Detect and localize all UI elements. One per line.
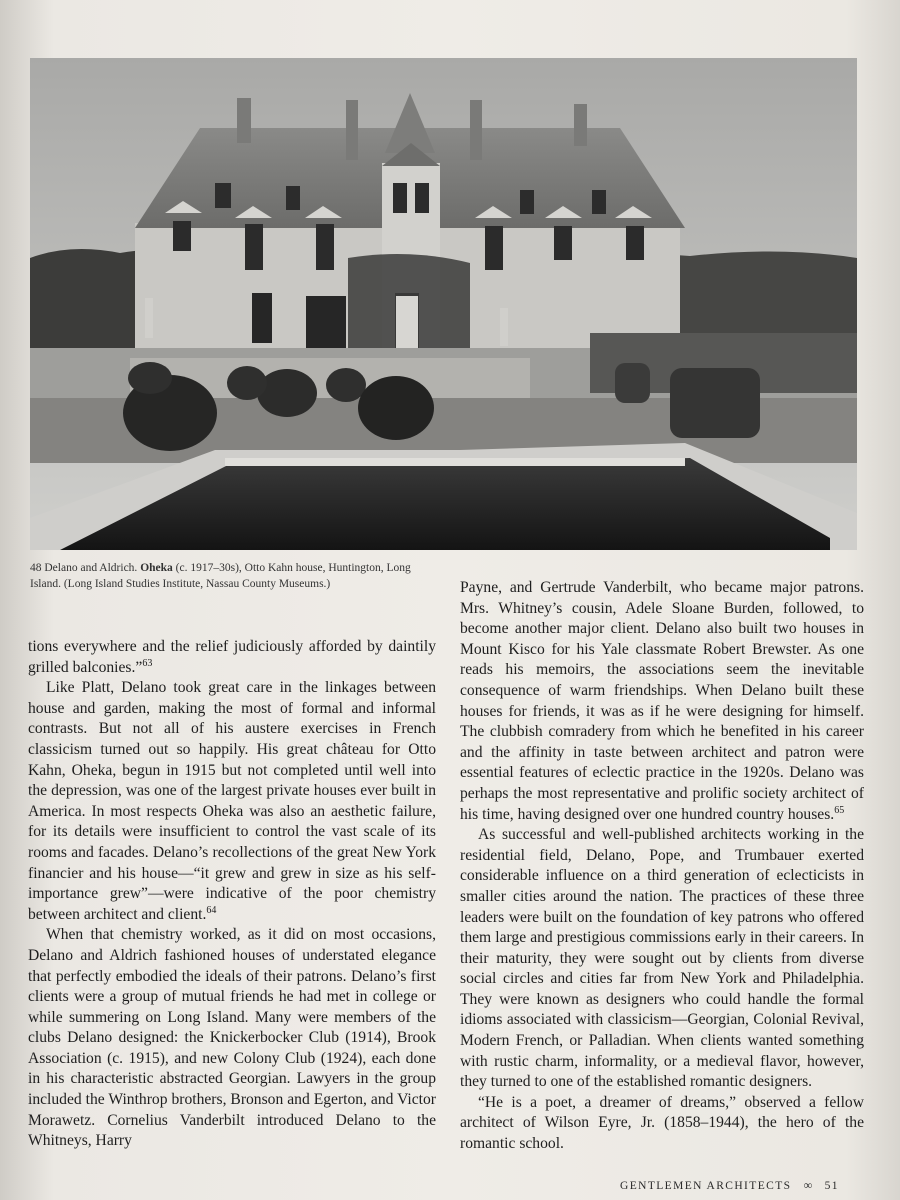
oheka-photograph <box>30 58 857 550</box>
paragraph-text: Like Platt, Delano took great care in the linkages between house and garden, making the most of formal and informal contrasts. But not all of his austere exercises in French classicism turned out so happily. His great château for Otto Kahn, Oheka, begun in 1915 but not completed until well into the depression, was one of the largest private houses ever built in America. In most respects Oheka was also an aesthetic failure, for its details were insufficient to control the vast scale of its rooms and facades. Delano’s recollections of the great New York financier and his house—“it grew and grew in size as his self-importance grew”—were indicative of the poor chemistry between architect and client. <box>28 679 436 923</box>
infinity-ornament-icon: ∞ <box>803 1178 813 1192</box>
page-number: 51 <box>824 1180 839 1192</box>
paragraph-text: tions everywhere and the relief judiciously afforded by daintily grilled balconies.” <box>28 638 436 676</box>
left-paragraph-1 <box>28 637 436 678</box>
page-footer <box>620 1178 870 1193</box>
right-paragraph-3: “He is a poet, a dreamer of dreams,” observed a fellow architect of Wilson Eyre, Jr. (1858–1944), the hero of the romantic school. <box>460 1093 864 1153</box>
caption-number: 48 <box>30 562 42 574</box>
caption-lead: Delano and Aldrich. <box>44 562 138 574</box>
right-column <box>460 578 864 1155</box>
endnote-ref: 65 <box>834 804 845 816</box>
running-head: GENTLEMEN ARCHITECTS <box>620 1180 792 1192</box>
caption-rest: (c. 1917–30s), Otto Kahn house, Huntington, Long Island. (Long Island Studies Institute, Nassau County Museums.) <box>30 562 411 590</box>
endnote-ref: 64 <box>206 904 217 916</box>
left-paragraph-2 <box>28 678 436 925</box>
figure-caption <box>30 560 440 592</box>
paragraph-text: Payne, and Gertrude Vanderbilt, who became major patrons. Mrs. Whitney’s cousin, Adele Sloane Burden, followed, to become another major client. Delano also built two houses in Mount Kisco for his Yale classmate Robert Brewster. As one reads his memoirs, the associations seem the inevitable consequence of warm friendships. When Delano built these houses for friends, it was as if he were designing for himself. The clubbish comradery from which he benefited in his career and the affinity in taste between architect and patron were essential features of eclectic practice in the 1920s. Delano was perhaps the most representative and prolific society architect of his time, having designed over one hundred country houses. <box>460 579 864 823</box>
left-column <box>28 637 436 1152</box>
endnote-ref: 63 <box>142 657 153 669</box>
left-paragraph-3: When that chemistry worked, as it did on most occasions, Delano and Aldrich fashioned houses of understated elegance that perfectly embodied the ideals of their patrons. Delano’s first clients were a group of mutual friends he had met in college or while summering on Long Island. Many were members of the clubs Delano designed: the Knickerbocker Club (1914), Brook Association (c. 1915), and new Colony Club (1924), each done in his characteristic abstracted Georgian. Lawyers in the group included the Winthrop brothers, Bronson and Egerton, and Victor Morawetz. Cornelius Vanderbilt introduced Delano to the Whitneys, Harry <box>28 926 436 1150</box>
oheka-mansion-image <box>30 58 857 550</box>
right-paragraph-2: As successful and well-published architects working in the residential field, Delano, Pope, and Trumbauer exerted considerable influence on a third generation of eclecticists in smaller cities around the nation. The practices of these three leaders were built on the foundation of key patrons who offered them large and prestigious commissions early in their careers. In their maturity, they were sought out by clients from diverse social circles and cities far from New York and Philadelphia. They were known as designers who could handle the formal idioms associated with classicism—Georgian, Colonial Revival, Modern French, or Palladian. When clients wanted something with rustic charm, informality, or a medieval flavor, however, they turned to one of the established romantic designers. <box>460 826 864 1091</box>
caption-title: Oheka <box>140 562 173 574</box>
right-paragraph-1 <box>460 578 864 825</box>
